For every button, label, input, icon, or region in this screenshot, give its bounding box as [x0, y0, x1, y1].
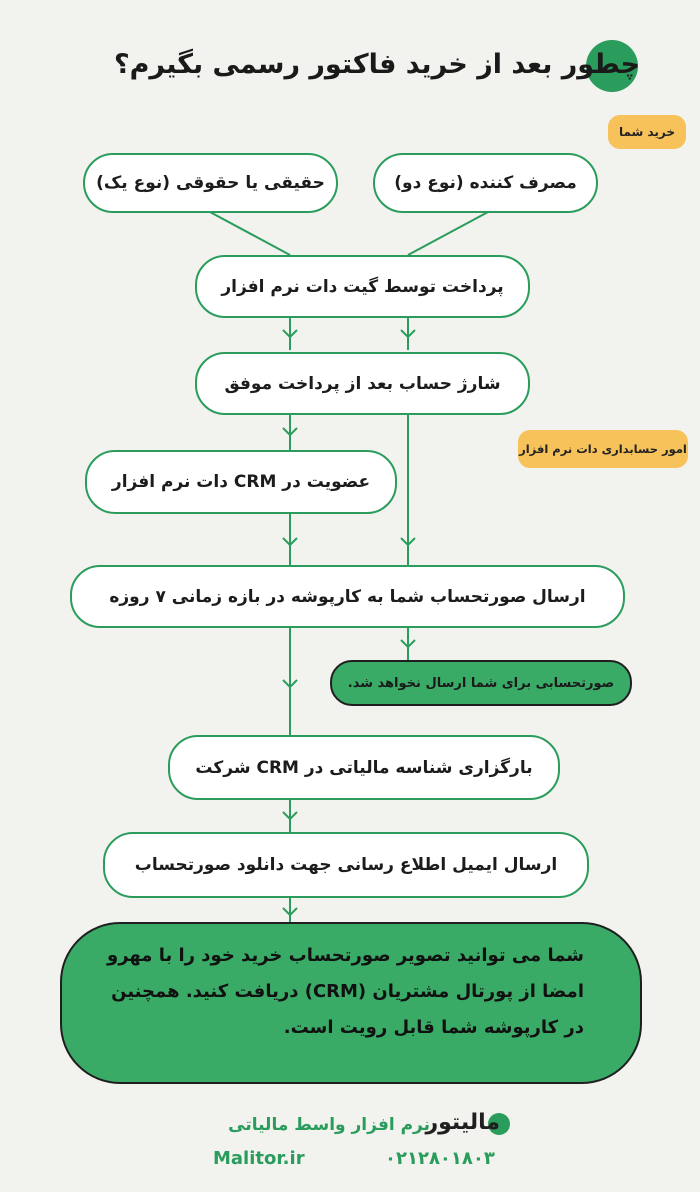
brand-phone[interactable]: ۰۲۱۲۸۰۱۸۰۳ — [385, 1148, 495, 1169]
node-crm-member: عضویت در CRM دات نرم افزار — [85, 450, 397, 514]
page-title: چطور بعد از خرید فاکتور رسمی بگیرم؟ — [113, 49, 640, 80]
node-final-message: شما می توانید تصویر صورتحساب خرید خود را با مهرو امضا از پورتال مشتریان (CRM) دریافت کنید. همچنین در کارپوشه شما قابل رویت است. — [60, 922, 642, 1084]
connector-legal-to-payment — [210, 212, 290, 255]
node-no-invoice: صورتحسابی برای شما ارسال نخواهد شد. — [330, 660, 632, 706]
node-email-notice: ارسال ایمیل اطلاع رسانی جهت دانلود صورتحساب — [103, 832, 589, 898]
node-payment: پرداخت توسط گیت دات نرم افزار — [195, 255, 530, 318]
tag-accounting: امور حسابداری دات نرم افزار — [518, 430, 688, 468]
tag-purchase: خرید شما — [608, 115, 686, 149]
node-send-invoice: ارسال صورتحساب شما به کارپوشه در بازه زمانی ۷ روزه — [70, 565, 625, 628]
brand-website[interactable]: Malitor.ir — [213, 1148, 305, 1169]
node-charge: شارژ حساب بعد از پرداخت موفق — [195, 352, 530, 415]
node-consumer: مصرف کننده (نوع دو) — [373, 153, 598, 213]
brand-logo: مالیتور — [425, 1110, 500, 1135]
brand-tagline: نرم افزار واسط مالیاتی — [228, 1115, 430, 1135]
connector-consumer-to-payment — [408, 212, 488, 255]
node-legal: حقیقی یا حقوقی (نوع یک) — [83, 153, 338, 213]
node-upload-tax-id: بارگزاری شناسه مالیاتی در CRM شرکت — [168, 735, 560, 800]
